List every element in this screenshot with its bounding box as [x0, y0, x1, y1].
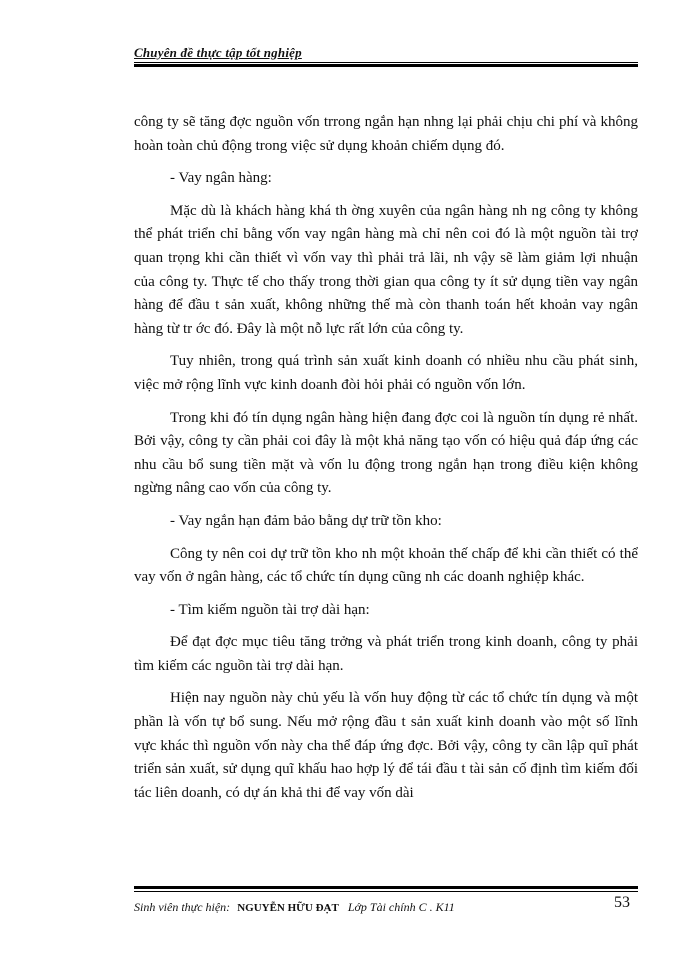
paragraph: Công ty nên coi dự trữ tồn kho nh một khoản thế chấp để khi cần thiết có thể vay vốn ở ngân hàng, các tổ chức tín dụng cũng nh các doanh nghiệp khác. [134, 545, 638, 586]
section-heading: - Tìm kiếm nguồn tài trợ dài hạn: [170, 601, 370, 618]
paragraph: Hiện nay nguồn này chủ yếu là vốn huy động từ các tổ chức tín dụng và một phần là vốn tự bổ sung. Nếu mở rộng đầu t sản xuất kinh doanh vào một số lĩnh vực khác thì nguồn vốn này cha thể đáp ứng đợc. Bởi vậy, công ty cần lập quĩ phát triển sản xuất, sử dụng quĩ khấu hao hợp lý để tái đầu t tài sản cố định tìm kiếm đối tác liên doanh, có dự án khả thi để vay vốn dài [134, 690, 638, 801]
header-rule-thick [134, 64, 638, 67]
page-number: 53 [614, 894, 630, 911]
paragraph: Để đạt đợc mục tiêu tăng trởng và phát triển trong kinh doanh, công ty phải tìm kiếm các nguồn tài trợ dài hạn. [134, 634, 638, 674]
footer-rule-thin [134, 891, 638, 892]
footer-student-name: NGUYỄN HỮU ĐẠT [237, 902, 339, 914]
paragraph: công ty sẽ tăng đợc nguồn vốn trrong ngắn hạn nhng lại phải chịu chi phí và không hoàn toàn chủ động trong việc sử dụng khoản chiếm dụng đó. [134, 114, 638, 154]
section-heading: - Vay ngắn hạn đảm bảo bằng dự trữ tồn kho: [170, 512, 442, 529]
footer-credit [134, 900, 455, 915]
footer-student-label: Sinh viên thực hiện: [134, 900, 231, 914]
footer-rule-thick [134, 886, 638, 889]
footer-class-label: Lớp Tài chính C . K11 [347, 900, 455, 914]
paragraph: Trong khi đó tín dụng ngân hàng hiện đang đợc coi là nguồn tín dụng rẻ nhất. Bởi vậy, công ty cần phải coi đây là một khả năng tạo vốn có hiệu quả đáp ứng các nhu cầu bổ sung tiền mặt và vốn lu động trong ngắn hạn trong điều kiện không ngừng nâng cao vốn của công ty. [134, 409, 638, 497]
header-title: Chuyên đề thực tập tốt nghiệp [134, 45, 302, 60]
paragraph: Mặc dù là khách hàng khá th ờng xuyên của ngân hàng nh ng công ty không thể phát triển chỉ bằng vốn vay ngân hàng mà chỉ nên coi đó là một nguồn tài trợ quan trọng khi cần thiết vì vốn vay thì phải trả lãi, nh vậy sẽ làm giảm lợi nhuận của công ty. Thực tế cho thấy trong thời gian qua công ty ít sử dụng tiền vay ngân hàng để đầu t sản xuất, không những thế mà còn thanh toán hết khoản vay ngân hàng từ tr ớc đó. Đây là một nỗ lực rất lớn của công ty. [134, 202, 638, 337]
header-rule-thin [134, 62, 638, 63]
document-body [134, 111, 638, 814]
paragraph: Tuy nhiên, trong quá trình sản xuất kinh doanh có nhiều nhu cầu phát sinh, việc mở rộng lĩnh vực kinh doanh đòi hỏi phải có nguồn vốn lớn. [134, 353, 638, 393]
section-heading: - Vay ngân hàng: [170, 170, 272, 187]
